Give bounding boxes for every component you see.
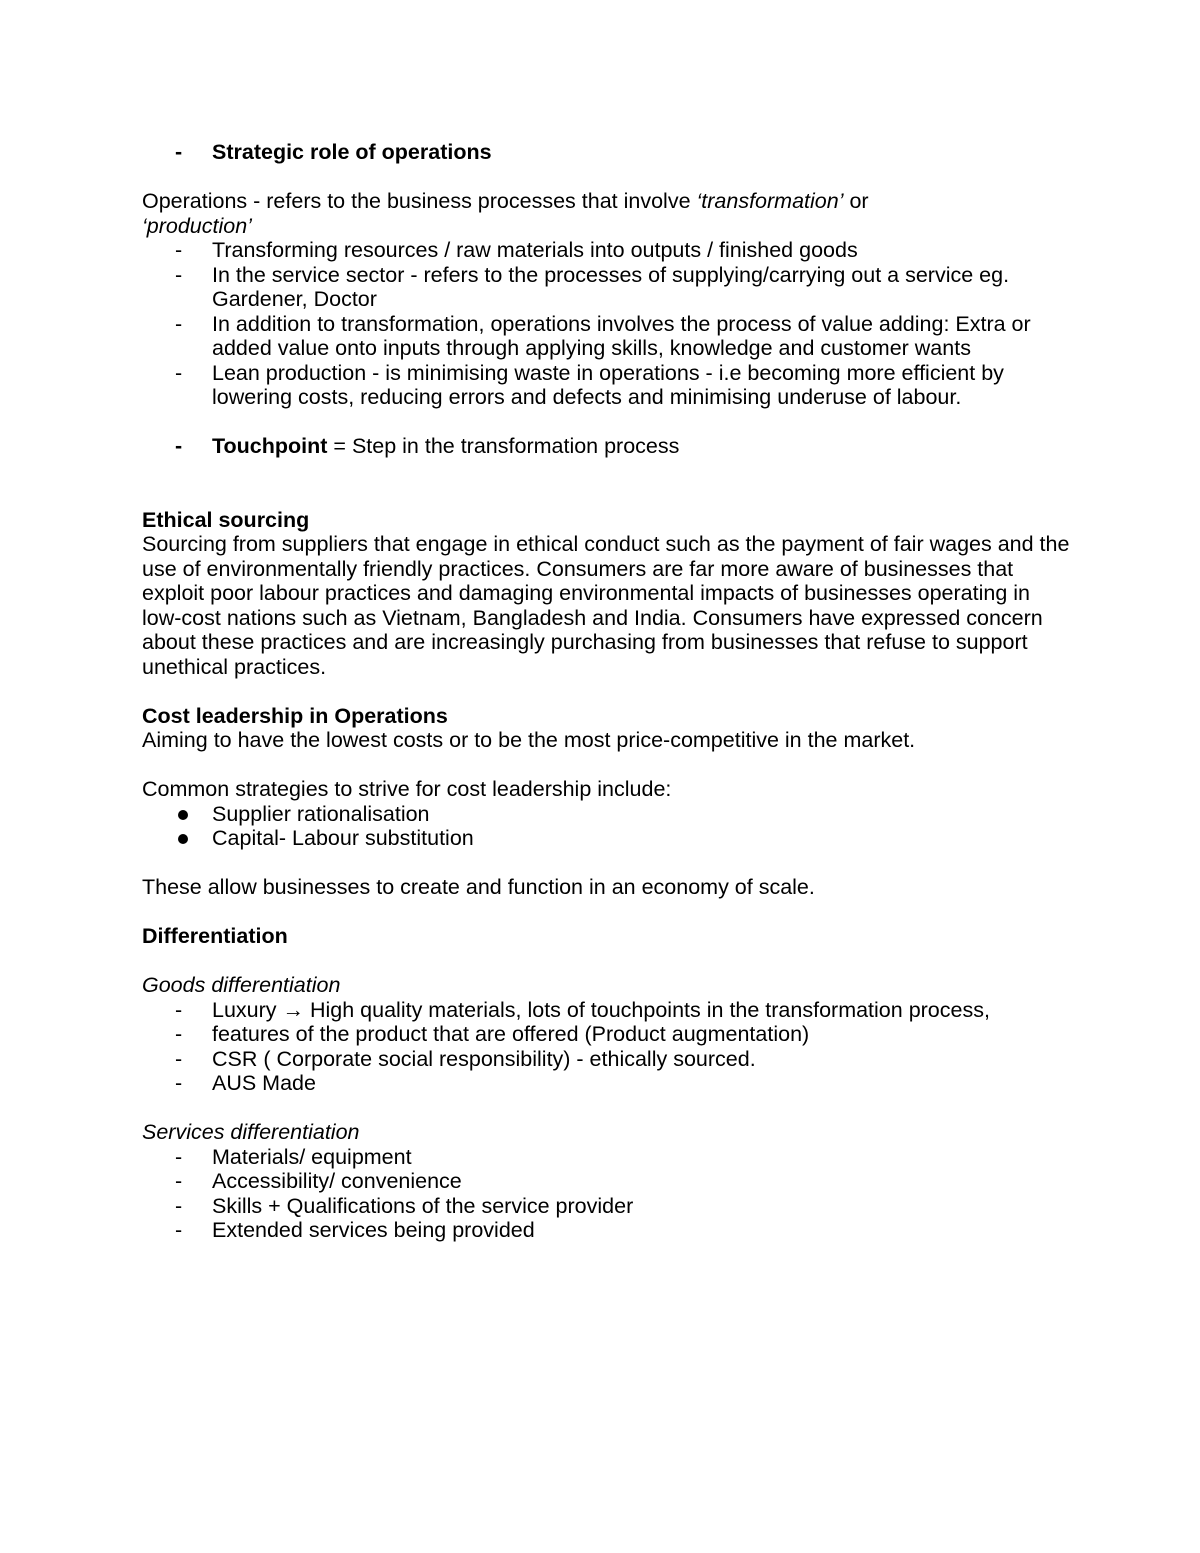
- list-item-text: Lean production - is minimising waste in operations - i.e becoming more efficient by lowering costs, reducing errors and defects and minimising underuse of labour.: [212, 360, 1004, 409]
- list-item-text: Supplier rationalisation: [212, 801, 430, 826]
- document-page: [142, 140, 1072, 1243]
- subheading-services-differentiation: Services differentiation: [142, 1120, 360, 1144]
- list-item: [142, 361, 1072, 410]
- operations-intro: [142, 189, 1072, 238]
- dash-bullet: -: [175, 140, 183, 164]
- list-item: [142, 263, 1072, 312]
- list-item: [142, 1194, 1072, 1219]
- list-item-text: CSR ( Corporate social responsibility) - ethically sourced.: [212, 1046, 756, 1071]
- dash-bullet: -: [175, 1193, 183, 1218]
- list-item: [142, 1145, 1072, 1170]
- subheading-goods-differentiation: Goods differentiation: [142, 973, 341, 997]
- list-item-text: Materials/ equipment: [212, 1144, 412, 1169]
- list-item-text: AUS Made: [212, 1071, 316, 1095]
- dash-bullet: -: [175, 1169, 183, 1193]
- term-transformation: ‘transformation’: [696, 189, 844, 213]
- list-item: [142, 238, 1072, 263]
- bullet-dot-icon: [178, 834, 188, 844]
- bullet-dot-icon: [178, 810, 188, 820]
- section-heading-strategic-role: [142, 140, 1072, 165]
- term-production: ‘production’: [142, 213, 252, 238]
- list-item-text: features of the product that are offered (Product augmentation): [212, 1022, 810, 1046]
- touchpoint-def: = Step in the transformation process: [327, 434, 680, 458]
- intro-text: or: [843, 189, 869, 213]
- list-item-text: Extended services being provided: [212, 1218, 535, 1242]
- list-item-text: Skills + Qualifications of the service provider: [212, 1193, 634, 1218]
- section-heading-ethical-sourcing: Ethical sourcing: [142, 507, 310, 532]
- dash-bullet: -: [175, 1144, 183, 1169]
- list-item: [142, 1071, 1072, 1096]
- dash-bullet: -: [175, 1022, 183, 1046]
- list-item: [142, 1022, 1072, 1047]
- list-item: [142, 312, 1072, 361]
- cost-leadership-body: Aiming to have the lowest costs or to be the most price-competitive in the market.: [142, 728, 916, 752]
- intro-text: Operations - refers to the business processes that involve: [142, 189, 697, 213]
- list-item-text: Luxury → High quality materials, lots of touchpoints in the transformation process,: [212, 997, 990, 1022]
- dash-bullet: -: [175, 311, 183, 336]
- ethical-sourcing-body: Sourcing from suppliers that engage in ethical conduct such as the payment of fair wages and the use of environmentally friendly practices. Consumers are far more aware of businesses that exploit poor labour practices and damaging environmental impacts of businesses operating in low-cost nations such as Vietnam, Bangladesh and India. Consumers have expressed concern about these practices and are increasingly purchasing from businesses that refuse to support unethical practices.: [142, 532, 1070, 679]
- list-item: [142, 802, 1072, 827]
- dash-bullet: -: [175, 997, 183, 1022]
- list-item-text: Accessibility/ convenience: [212, 1169, 462, 1193]
- list-item: [142, 1047, 1072, 1072]
- list-item-text: In the service sector - refers to the processes of supplying/carrying out a service eg. Gardener, Doctor: [212, 262, 1010, 311]
- dash-bullet: -: [175, 1046, 183, 1071]
- section-heading-differentiation: Differentiation: [142, 924, 288, 948]
- section-heading-cost-leadership: Cost leadership in Operations: [142, 703, 448, 728]
- dash-bullet: -: [175, 434, 183, 458]
- list-item: [142, 826, 1072, 851]
- dash-bullet: -: [175, 238, 183, 262]
- dash-bullet: -: [175, 1071, 183, 1095]
- touchpoint-term: Touchpoint: [212, 434, 328, 458]
- list-item: [142, 1218, 1072, 1243]
- heading-text: Strategic role of operations: [212, 140, 492, 164]
- list-item: [142, 998, 1072, 1023]
- dash-bullet: -: [175, 262, 183, 287]
- touchpoint-definition: [142, 434, 1072, 459]
- cost-leadership-conclusion: These allow businesses to create and function in an economy of scale.: [142, 875, 815, 899]
- strategies-intro: Common strategies to strive for cost leadership include:: [142, 777, 672, 801]
- dash-bullet: -: [175, 360, 183, 385]
- dash-bullet: -: [175, 1218, 183, 1242]
- list-item-text: In addition to transformation, operations involves the process of value adding: Extra or added value onto inputs through applying skills, knowledge and customer wants: [212, 311, 1031, 360]
- list-item: [142, 1169, 1072, 1194]
- list-item-text: Capital- Labour substitution: [212, 826, 474, 850]
- list-item-text: Transforming resources / raw materials into outputs / finished goods: [212, 238, 858, 262]
